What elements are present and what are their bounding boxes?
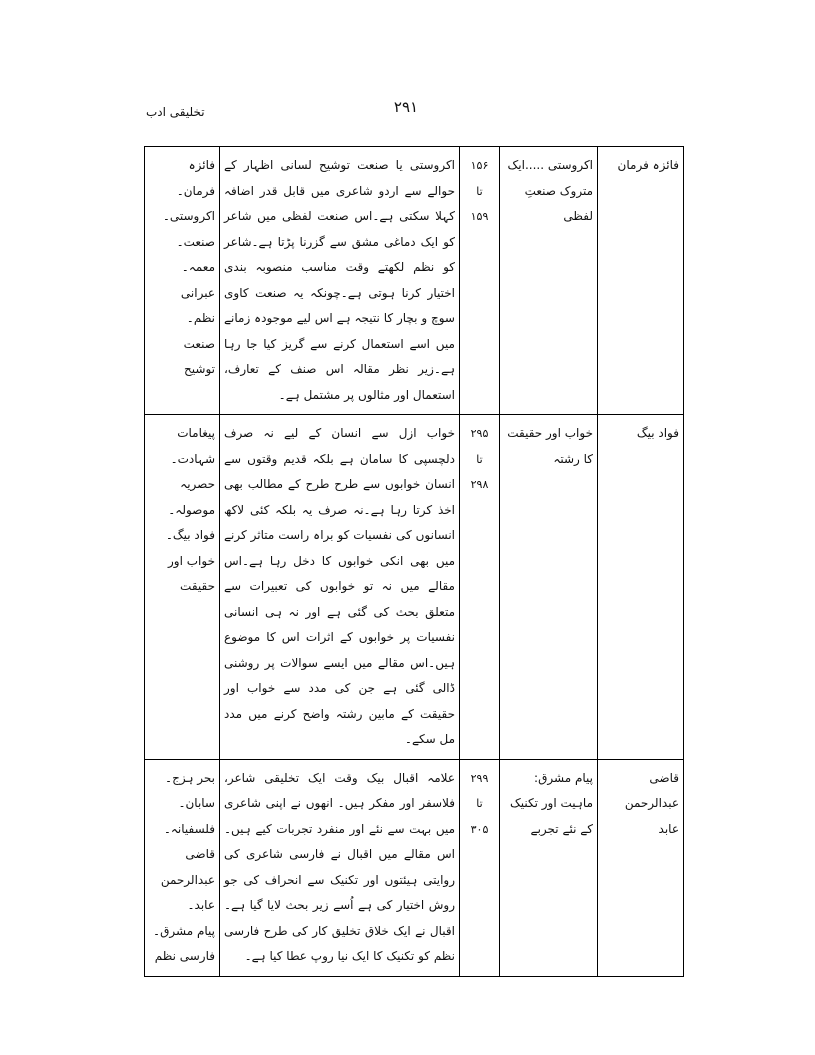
abstract-cell: علامہ اقبال بیک وقت ایک تخلیقی شاعر، فلاسفر اور مفکر ہیں۔ انھوں نے اپنی شاعری میں بہت سے نئے اور منفرد تجربات کیے ہیں۔ اس مقالے میں اقبال نے فارسی شاعری کی روایتی ہیئتوں اور تکنیک سے انحراف کی جو روش اختیار کی ہے اُسے زیر بحث لایا گیا ہے۔ اقبال نے ایک خلاق تخلیق کار کی طرح فارسی نظم کو تکنیک کا ایک نیا روپ عطا کیا ہے۔ <box>220 759 460 976</box>
page-end: ۲۹۸ <box>470 478 489 491</box>
keyword: خواب اور حقیقت <box>168 553 215 593</box>
table-row <box>145 415 684 760</box>
keyword: پیغامات شہادت۔ <box>170 426 215 466</box>
keyword: فائزہ فرمان۔ <box>176 158 215 198</box>
page-end: ۳۰۵ <box>470 822 489 836</box>
keyword: عبرانی نظم۔ <box>180 285 215 325</box>
keyword: فلسفیانہ۔ <box>163 821 215 836</box>
keyword: بحر ہزج۔ <box>165 770 215 785</box>
keywords-cell <box>145 147 220 415</box>
page-to: تا <box>476 184 483 198</box>
pages-cell <box>460 415 500 760</box>
title-cell: پیام مشرق: ماہیت اور تکنیک کے نئے تجربے <box>500 759 598 976</box>
page-number: ۲۹۱ <box>393 98 419 116</box>
title-cell: خواب اور حقیقت کا رشتہ <box>500 415 598 760</box>
keyword: قاضی عبدالرحمن عابد۔ <box>160 847 215 912</box>
abstract-cell: اکروستی یا صنعت توشیح لسانی اظہار کے حوالے سے اردو شاعری میں قابل قدر اضافہ کہلا سکتی ہے۔اس صنعت لفظی میں شاعر کو ایک دماغی مشق سے گزرنا پڑتا ہے۔شاعر کو نظم لکھتے وقت مناسب منصوبہ بندی اختیار کرنا ہوتی ہے۔چونکہ یہ صنعت کاوی سوچ و بچار کا نتیجہ ہے اس لیے موجودہ زمانے میں اسے استعمال کرنے سے گریز کیا جا رہا ہے۔زیر نظر مقالہ اس صنف کے تعارف، استعمال اور مثالوں پر مشتمل ہے۔ <box>220 147 460 415</box>
article-index-table <box>144 146 684 977</box>
table-row <box>145 147 684 415</box>
page-end: ۱۵۹ <box>470 210 489 223</box>
keywords-cell <box>145 415 220 760</box>
keyword: معمہ۔ <box>181 260 215 274</box>
pages-cell <box>460 147 500 415</box>
title-cell: اکروستی .....ایک متروک صنعتِ لفظی <box>500 147 598 415</box>
keywords-cell <box>145 759 220 976</box>
keyword: صنعت توشیح <box>183 336 215 376</box>
table-row <box>145 759 684 976</box>
author-cell: قاضی عبدالرحمن عابد <box>598 759 684 976</box>
keyword: پیام مشرق۔ <box>153 923 215 938</box>
page-to: تا <box>476 797 483 810</box>
keyword: سابان۔ <box>178 796 215 810</box>
author-cell: فواد بیگ <box>598 415 684 760</box>
pages-cell <box>460 759 500 976</box>
page-start: ۱۵۶ <box>470 159 489 172</box>
keyword: فواد بیگ۔ <box>165 528 215 542</box>
keyword: اکروستی۔ <box>162 209 215 223</box>
author-cell: فائزہ فرمان <box>598 147 684 415</box>
page-to: تا <box>476 452 483 466</box>
abstract-cell: خواب ازل سے انسان کے لیے نہ صرف دلچسپی کا سامان ہے بلکہ قدیم وقتوں سے انسان خوابوں سے طرح طرح کے مطالب بھی اخذ کرتا رہا ہے۔نہ صرف یہ بلکہ کئی لاکھ انسانوں کی نفسیات کو براہ راست متاثر کرنے میں بھی انکی خوابوں کا دخل رہا ہے۔اس مقالے میں نہ تو خوابوں کی تعبیرات سے متعلق بحث کی گئی ہے اور نہ ہی انسانی نفسیات پر خوابوں کے اثرات اس کا موضوع ہیں۔اس مقالے میں ایسے سوالات پر روشنی ڈالی گئی ہے جن کی مدد سے خواب اور حقیقت کے مابین رشتہ واضح کرنے میں مدد مل سکے۔ <box>220 415 460 760</box>
keyword: صنعت۔ <box>176 234 215 249</box>
journal-title: تخلیقی ادب <box>146 105 205 119</box>
keyword: حصریہ موصولہ۔ <box>168 477 215 517</box>
page-start: ۲۹۹ <box>470 771 489 785</box>
keyword: فارسی نظم <box>154 949 215 963</box>
page-start: ۲۹۵ <box>470 427 489 440</box>
